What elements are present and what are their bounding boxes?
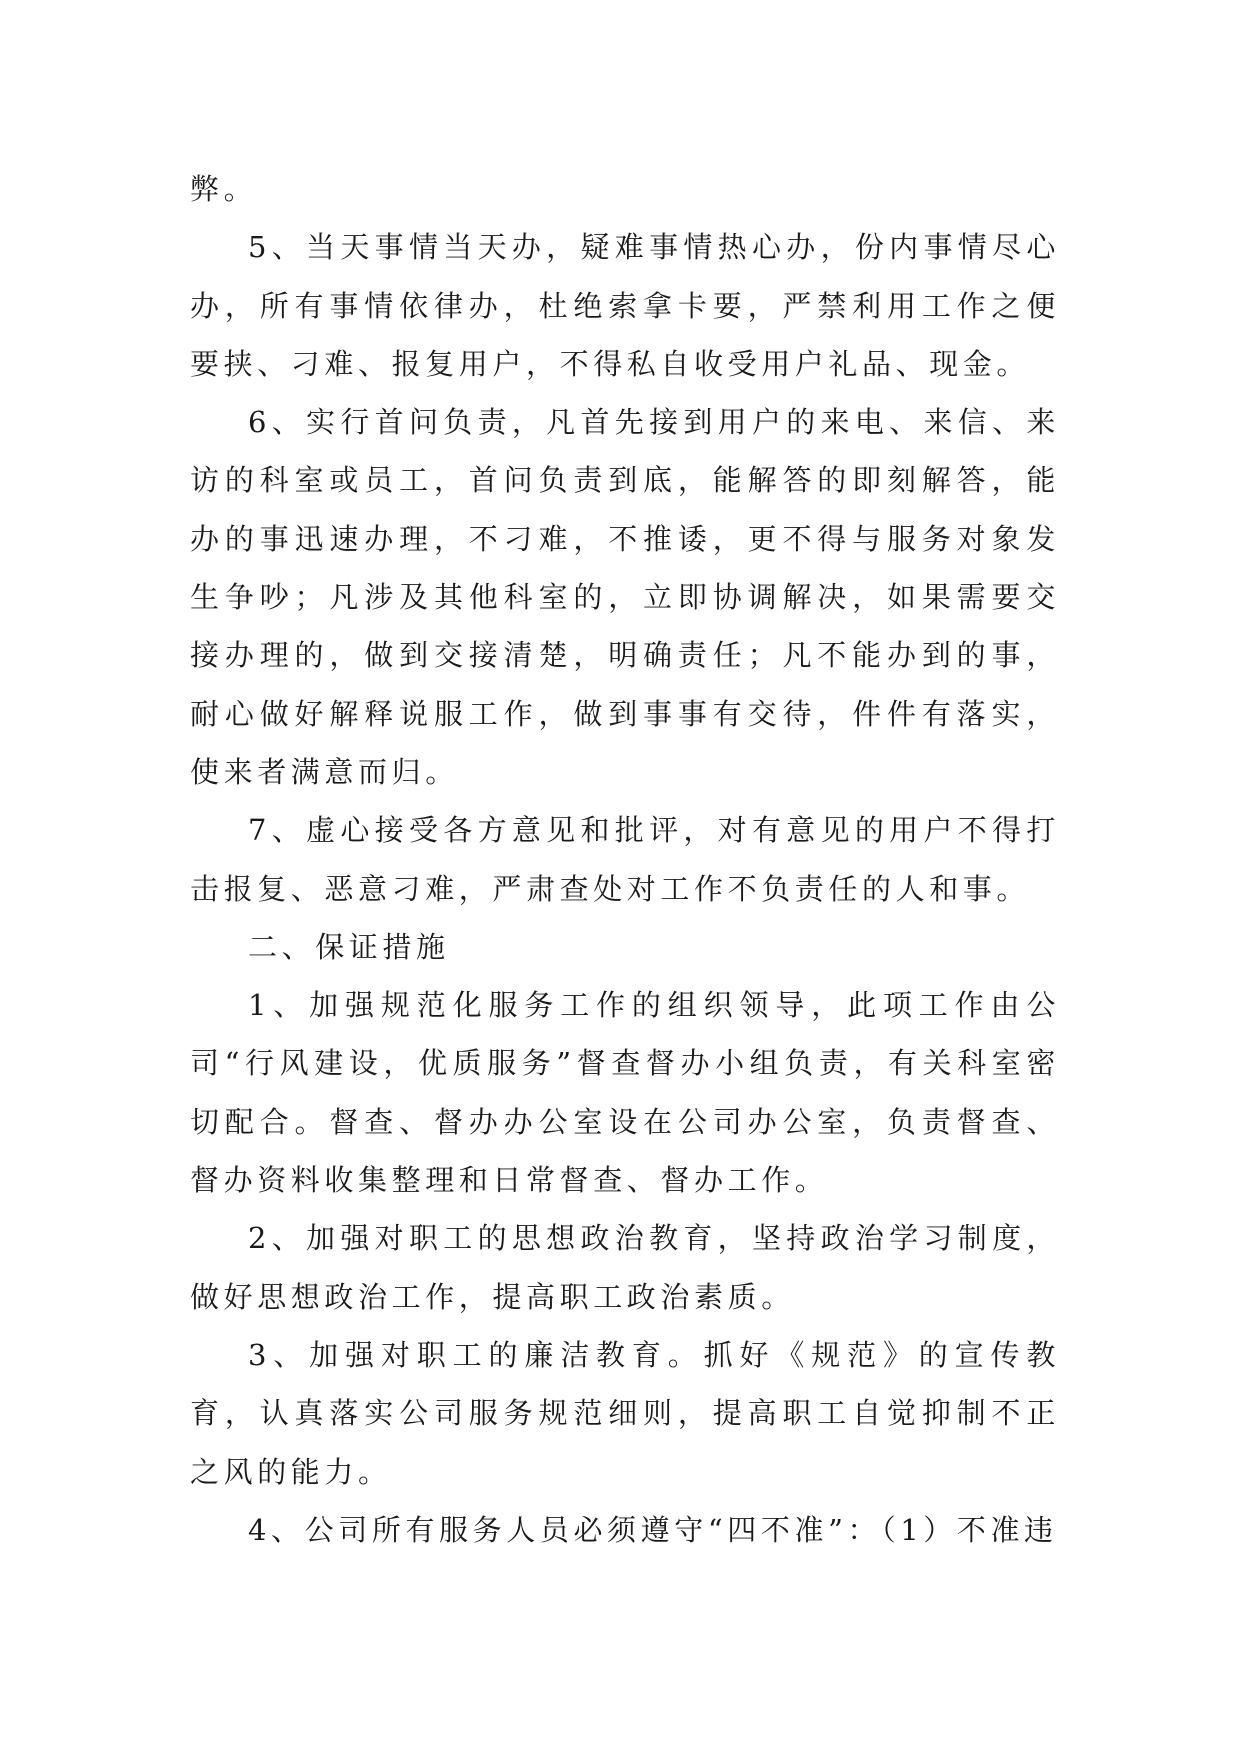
paragraph: 3、加强对职工的廉洁教育。抓好《规范》的宣传教育，认真落实公司服务规范细则，提高职工自觉抑制不正之风的能力。	[190, 1337, 1060, 1489]
paragraph: 2、加强对职工的思想政治教育，坚持政治学习制度，做好思想政治工作，提高职工政治素质。	[190, 1221, 1060, 1314]
paragraph: 6、实行首问负责，凡首先接到用户的来电、来信、来访的科室或员工，首问负责到底，能解答的即刻解答，能办的事迅速办理，不刁难，不推诿，更不得与服务对象发生争吵；凡涉及其他科室的，立即协调解决，如果需要交接办理的，做到交接清楚，明确责任；凡不能办到的事，耐心做好解释说服工作，做到事事有交待，件件有落实，使来者满意而归。	[190, 405, 1060, 789]
paragraph: 1、加强规范化服务工作的组织领导，此项工作由公司“行风建设，优质服务”督查督办小组负责，有关科室密切配合。督查、督办办公室设在公司办公室，负责督查、督办资料收集整理和日常督查、督办工作。	[190, 988, 1060, 1198]
paragraph: 7、虚心接受各方意见和批评，对有意见的用户不得打击报复、恶意刁难，严肃查处对工作不负责任的人和事。	[190, 813, 1060, 906]
paragraph: 5、当天事情当天办，疑难事情热心办，份内事情尽心办，所有事情依律办，杜绝索拿卡要，严禁利用工作之便要挟、刁难、报复用户，不得私自收受用户礼品、现金。	[190, 230, 1060, 381]
document-page	[190, 160, 1060, 1559]
paragraph: 4、公司所有服务人员必须遵守“四不准”：（1）不准违	[248, 1512, 1058, 1547]
section-heading: 二、保证措施	[248, 929, 450, 964]
paragraph: 弊。	[190, 172, 258, 206]
